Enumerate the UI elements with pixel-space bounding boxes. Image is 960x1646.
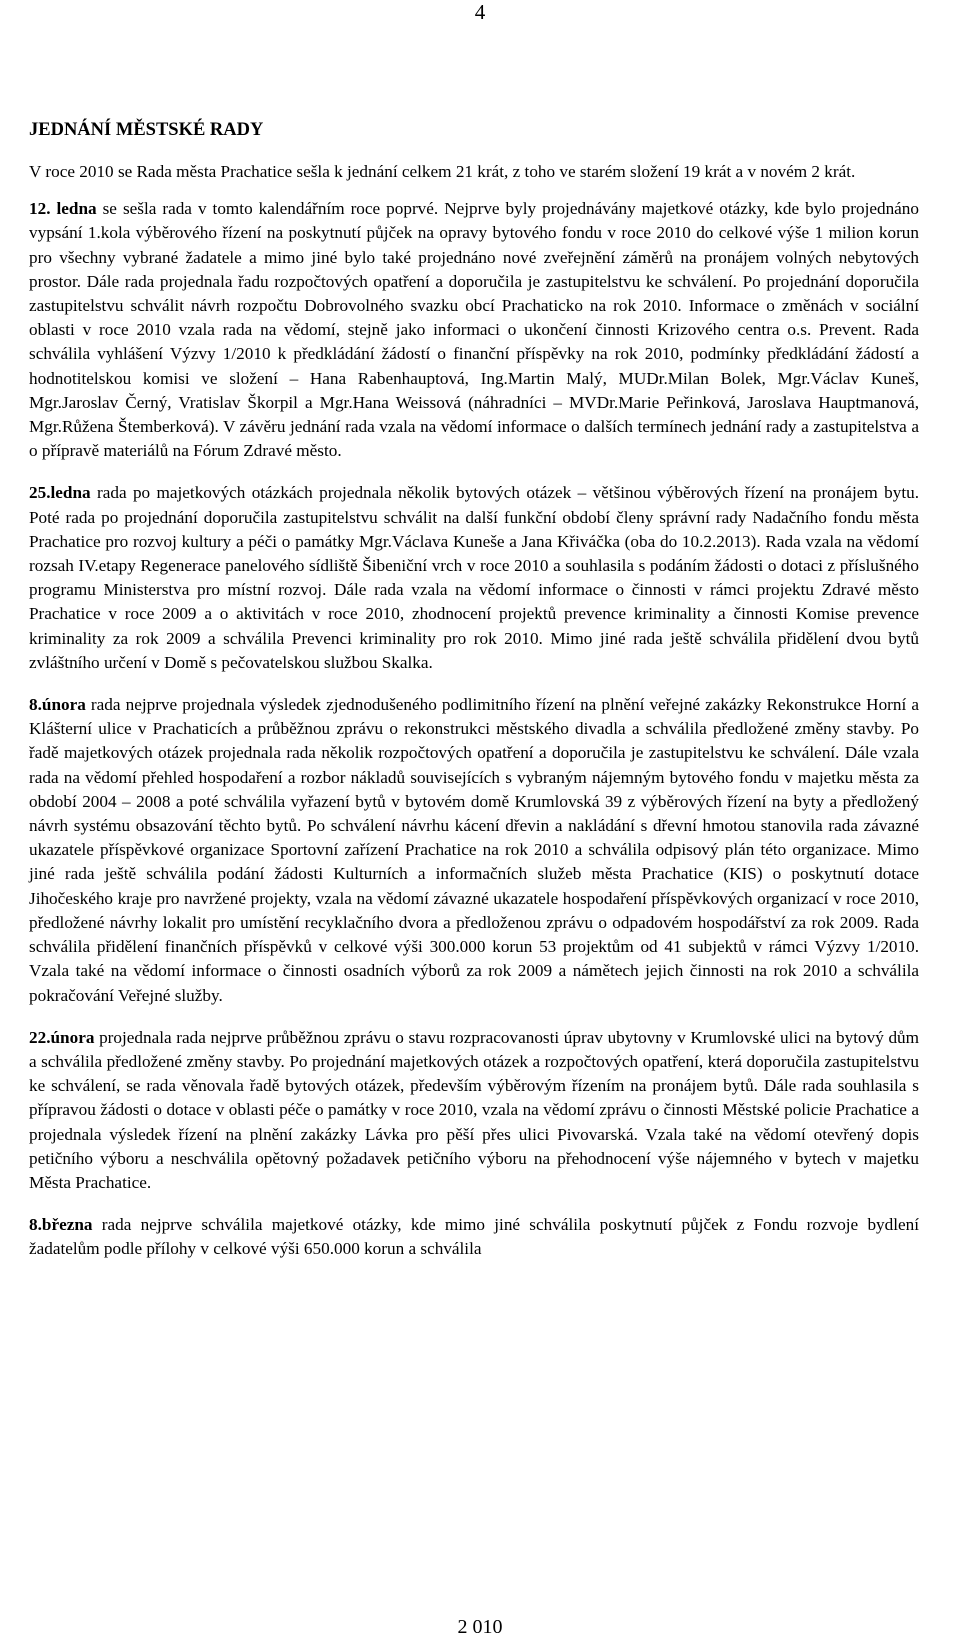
meeting-date: 12. ledna (29, 199, 97, 219)
paragraph-text: se sešla rada v tomto kalendářním roce poprvé. Nejprve byly projednávány majetkové otázky, kde bylo projednáno vypsání 1.kola výběrového řízení na poskytnutí půjček na opravy bytového fondu v roce 2010 do celkové výše 1 milion korun pro všechny vybrané žadatele a mimo jiné bylo také projednáno nové zveřejnění záměrů na pronájem volných nebytových prostor. Dále rada projednala řadu rozpočtových opatření a doporučila je zastupitelstvu ke schválení. Po projednání doporučila zastupitelstvu schválit návrh rozpočtu Dobrovolného svazku obcí Prachaticko na rok 2010. Informace o změnách v sociální oblasti v roce 2010 vzala rada na vědomí, stejně jako informaci o ukončení činnosti Krizového centra o.s. Prevent. Rada schválila vyhlášení Výzvy 1/2010 k předkládání žádostí o finanční příspěvky na rok 2010, podmínky předkládání žádostí a hodnotitelskou komisi ve složení – Hana Rabenhauptová, Ing.Martin Malý, MUDr.Milan Bolek, Mgr.Václav Kuneš, Mgr.Jaroslav Černý, Vratislav Škorpil a Mgr.Hana Weissová (náhradníci – MVDr.Marie Peřinková, Jaroslava Hauptmanová, Mgr.Růžena Štemberková). V závěru jednání rada vzala na vědomí informace o dalších termínech jednání rady a zastupitelstva a o přípravě materiálů na Fórum Zdravé město. (29, 199, 919, 461)
paragraph-text: rada nejprve projednala výsledek zjednodušeného podlimitního řízení na plnění veřejné zakázky Rekonstrukce Horní a Klášterní ulice v Prachaticích a průběžnou zprávu o rekonstrukci městského divadla a schválila předložené změny stavby. Po řadě majetkových otázek projednala rada několik rozpočtových opatření a doporučila je zastupitelstvu ke schválení. Dále vzala rada na vědomí přehled hospodaření a rozbor nákladů souvisejících s vybraným nájemným bytového fondu v majetku města za období 2004 – 2008 a poté schválila vyřazení bytů v bytovém domě Krumlovská 39 z výběrových řízení na byty a předložený návrh systému obsazování těchto bytů. Po schválení návrhu kácení dřevin a nakládání s dřevní hmotou stanovila rada závazné ukazatele příspěvkové organizace Sportovní zařízení Prachatice na rok 2010 a schválila odpisový plán této organizace. Mimo jiné rada ještě schválila podání žádosti Kulturních a informačních služeb města Prachatice (KIS) o poskytnutí dotace Jihočeského kraje pro navržené projekty, vzala na vědomí závazné ukazatele hospodaření příspěvkových organizací v roce 2010, předložené návrhy lokalit pro umístění recyklačního dvora a předloženou zprávu o odpadovém hospodářství za rok 2009. Rada schválila přidělení finančních příspěvků v celkové výši 300.000 korun 53 projektům od 41 subjektů v rámci Výzvy 1/2010. Vzala také na vědomí informace o činnosti osadních výborů za rok 2009 a námětech jejich činnosti na rok 2010 a schválila pokračování Veřejné služby. (29, 695, 919, 1005)
section-heading: JEDNÁNÍ MĚSTSKÉ RADY (29, 120, 264, 140)
meeting-date: 25.ledna (29, 483, 91, 503)
meeting-date: 8.března (29, 1215, 93, 1235)
meeting-date: 8.února (29, 695, 86, 715)
paragraph-text: projednala rada nejprve průběžnou zprávu o stavu rozpracovanosti úprav ubytovny v Krumlovské ulici na bytový dům a schválila předložené změny stavby. Po projednání majetkových otázek a rozpočtových opatření, která doporučila zastupitelstvu ke schválení, se rada věnovala řadě bytových otázek, především výběrovým řízením na pronájem bytů. Dále rada souhlasila s přípravou žádosti o dotace v oblasti péče o památky v roce 2010, vzala na vědomí zprávu o činnosti Městské policie Prachatice a projednala výsledek řízení na plnění zakázky Lávka pro pěší přes ulici Pivovarská. Vzala také na vědomí otevřený dopis petičního výboru a neschválila opětovný požadavek petičního výboru na přehodnocení výše nájemného v bytech v majetku Města Prachatice. (29, 1027, 919, 1192)
paragraph-text: rada nejprve schválila majetkové otázky, kde mimo jiné schválila poskytnutí půjček z Fondu rozvoje bydlení žadatelům podle přílohy v celkové výši 650.000 korun a schválila (29, 1215, 919, 1259)
paragraph-8-brezna (29, 1213, 919, 1261)
paragraph-12-ledna (29, 197, 919, 463)
paragraph-25-ledna (29, 481, 919, 675)
page-number: 4 (474, 0, 486, 24)
document-body (29, 118, 919, 1280)
intro-paragraph: V roce 2010 se Rada města Prachatice sešla k jednání celkem 21 krát, z toho ve starém složení 19 krát a v novém 2 krát. (29, 162, 856, 181)
paragraph-22-unora (29, 1026, 919, 1195)
paragraph-text: rada po majetkových otázkách projednala několik bytových otázek – většinou výběrových řízení na pronájem bytu. Poté rada po projednání doporučila zastupitelstvu schválit na další funkční období členy správní rady Nadačního fondu města Prachatice pro rozvoj kultury a péči o památky Mgr.Václava Kuneše a Jana Křiváčka (oba do 10.2.2013). Rada vzala na vědomí rozsah IV.etapy Regenerace panelového sídliště Šibeniční vrch v roce 2010 a souhlasila s podáním žádosti o dotaci z příslušného programu Ministerstva pro místní rozvoj. Dále rada vzala na vědomí informace o činnosti v rámci projektu Zdravé město Prachatice v roce 2009 a o aktivitách v roce 2010, zhodnocení projektů prevence kriminality a činnosti Komise prevence kriminality za rok 2009 a schválila Prevenci kriminality pro rok 2010. Mimo jiné rada ještě schválila přidělení dvou bytů zvláštního určení v Domě s pečovatelskou službou Skalka. (29, 483, 919, 672)
paragraph-8-unora (29, 693, 919, 1008)
meeting-date: 22.února (29, 1027, 95, 1047)
footer-year: 2 010 (457, 1616, 503, 1638)
